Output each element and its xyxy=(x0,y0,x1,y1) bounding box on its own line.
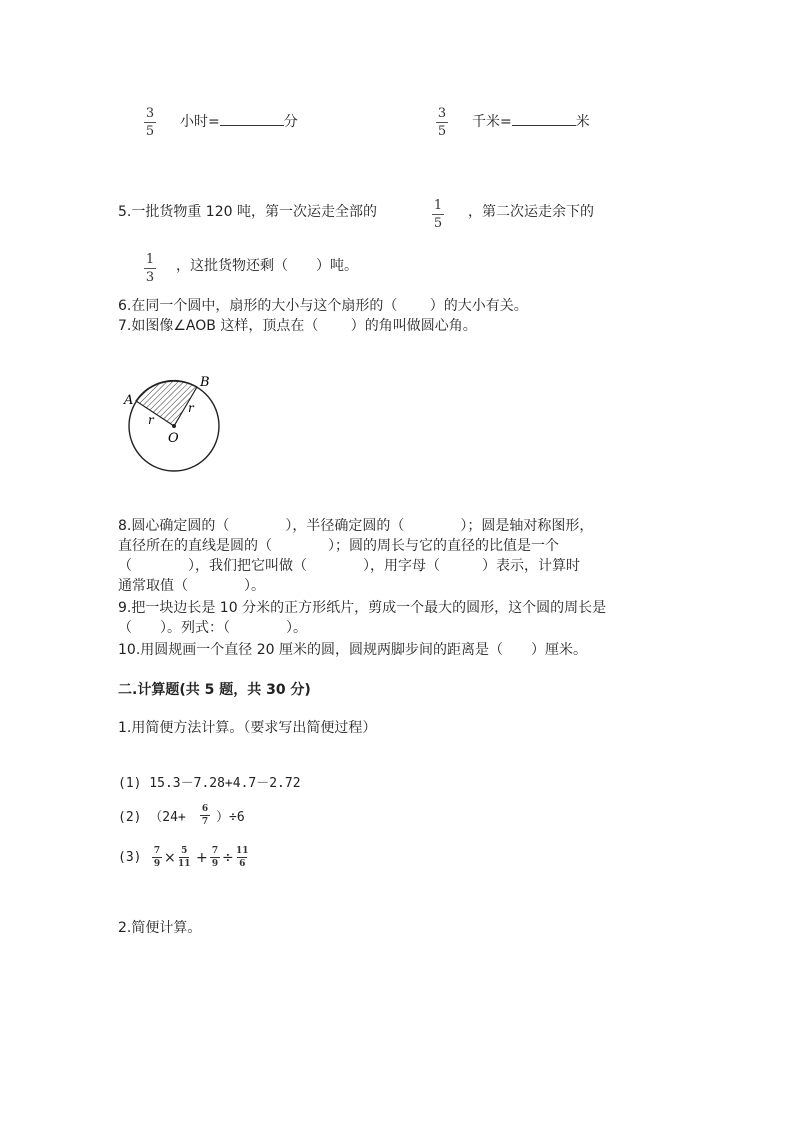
denominator: 9 xyxy=(153,859,161,869)
fraction-bar xyxy=(432,214,444,215)
q10-text: 10.用圆规画一个直径 20 厘米的圆，圆规两脚步间的距离是（ ）厘米。 xyxy=(118,642,587,658)
calc-item-2-suffix: ）÷6 xyxy=(216,810,245,825)
numerator: 5 xyxy=(181,846,188,856)
denominator: 5 xyxy=(145,124,155,139)
q5-part1: 5.一批货物重 120 吨，第一次运走全部的 xyxy=(118,204,377,220)
section-title: 二.计算题(共 5 题，共 30 分) xyxy=(118,682,311,698)
fraction-bar xyxy=(200,815,210,816)
plus-sign: + xyxy=(196,850,208,866)
center-point xyxy=(172,424,176,428)
answer-blank[interactable] xyxy=(512,111,576,126)
times-sign: × xyxy=(164,850,176,866)
calc-item-3-prefix: (3) xyxy=(118,850,142,865)
q9-line2: （ ）。列式：（ ）。 xyxy=(118,620,307,636)
denominator: 7 xyxy=(201,817,209,827)
numerator: 1 xyxy=(145,252,155,267)
label-o: O xyxy=(168,431,179,446)
q8-line3: （ ），我们把它叫做（ ），用字母（ ）表示，计算时 xyxy=(118,558,580,574)
calc-item-3-frac-a xyxy=(152,846,162,869)
meter-suffix: 米 xyxy=(575,114,590,130)
calc-item-2-prefix: (2) （24+ xyxy=(118,810,186,825)
numerator: 7 xyxy=(153,846,161,856)
numerator: 7 xyxy=(211,846,219,856)
fraction-three-fifths-hours xyxy=(144,106,156,139)
label-b: B xyxy=(200,375,210,390)
calc-item-3-frac-b xyxy=(178,846,191,869)
q8-line1: 8.圆心确定圆的（ ），半径确定圆的（ ）；圆是轴对称图形， xyxy=(118,518,594,534)
calc-q1-title: 1.用简便方法计算。（要求写出简便过程） xyxy=(118,720,377,736)
denominator: 9 xyxy=(211,859,219,869)
q9-line1: 9.把一块边长是 10 分米的正方形纸片，剪成一个最大的圆形，这个圆的周长是 xyxy=(118,600,607,616)
minute-suffix: 分 xyxy=(283,114,298,130)
calc-item-3-frac-c xyxy=(210,846,220,869)
q7-text: 7.如图像∠AOB 这样，顶点在（ ）的角叫做圆心角。 xyxy=(118,318,477,334)
calc-q2-title: 2.简便计算。 xyxy=(118,920,202,936)
divide-sign: ÷ xyxy=(222,850,234,866)
fraction-bar xyxy=(144,268,156,269)
calc-item-1: (1) 15.3－7.28+4.7－2.72 xyxy=(118,776,301,791)
km-conversion xyxy=(472,111,590,132)
fraction-three-fifths-km xyxy=(436,106,448,139)
q5-part3: ，这批货物还剩（ ）吨。 xyxy=(176,258,358,274)
calc-item-3-frac-d xyxy=(236,846,249,869)
denominator: 5 xyxy=(437,124,447,139)
hour-conversion xyxy=(180,111,298,132)
q5-part2: ，第二次运走余下的 xyxy=(468,204,594,220)
hour-unit-label: 小时= xyxy=(180,114,220,130)
denominator: 11 xyxy=(178,859,191,869)
fraction-bar xyxy=(210,857,220,858)
denominator: 3 xyxy=(145,270,155,285)
answer-blank[interactable] xyxy=(220,111,284,126)
fraction-bar xyxy=(152,857,162,858)
fraction-bar xyxy=(436,122,448,123)
label-a: A xyxy=(124,393,134,408)
denominator: 5 xyxy=(433,216,443,231)
numerator: 6 xyxy=(201,804,209,814)
numerator: 3 xyxy=(145,106,155,121)
km-unit-label: 千米= xyxy=(472,114,512,130)
numerator: 11 xyxy=(236,846,249,856)
label-r-right: r xyxy=(188,401,194,415)
q5-fraction-one-third xyxy=(144,252,156,285)
calc-item-2-fraction xyxy=(200,804,210,827)
fraction-bar xyxy=(144,122,156,123)
q8-line4: 通常取值（ ）。 xyxy=(118,578,265,594)
circle-sector-figure xyxy=(116,370,226,474)
fraction-bar xyxy=(237,857,247,858)
numerator: 3 xyxy=(437,106,447,121)
numerator: 1 xyxy=(433,198,443,213)
q6-text: 6.在同一个圆中，扇形的大小与这个扇形的（ ）的大小有关。 xyxy=(118,298,528,314)
q5-fraction-one-fifth xyxy=(432,198,444,231)
q8-line2: 直径所在的直线是圆的（ ）；圆的周长与它的直径的比值是一个 xyxy=(118,538,559,554)
denominator: 6 xyxy=(239,859,246,869)
label-r-left: r xyxy=(148,413,154,427)
fraction-bar xyxy=(179,857,189,858)
